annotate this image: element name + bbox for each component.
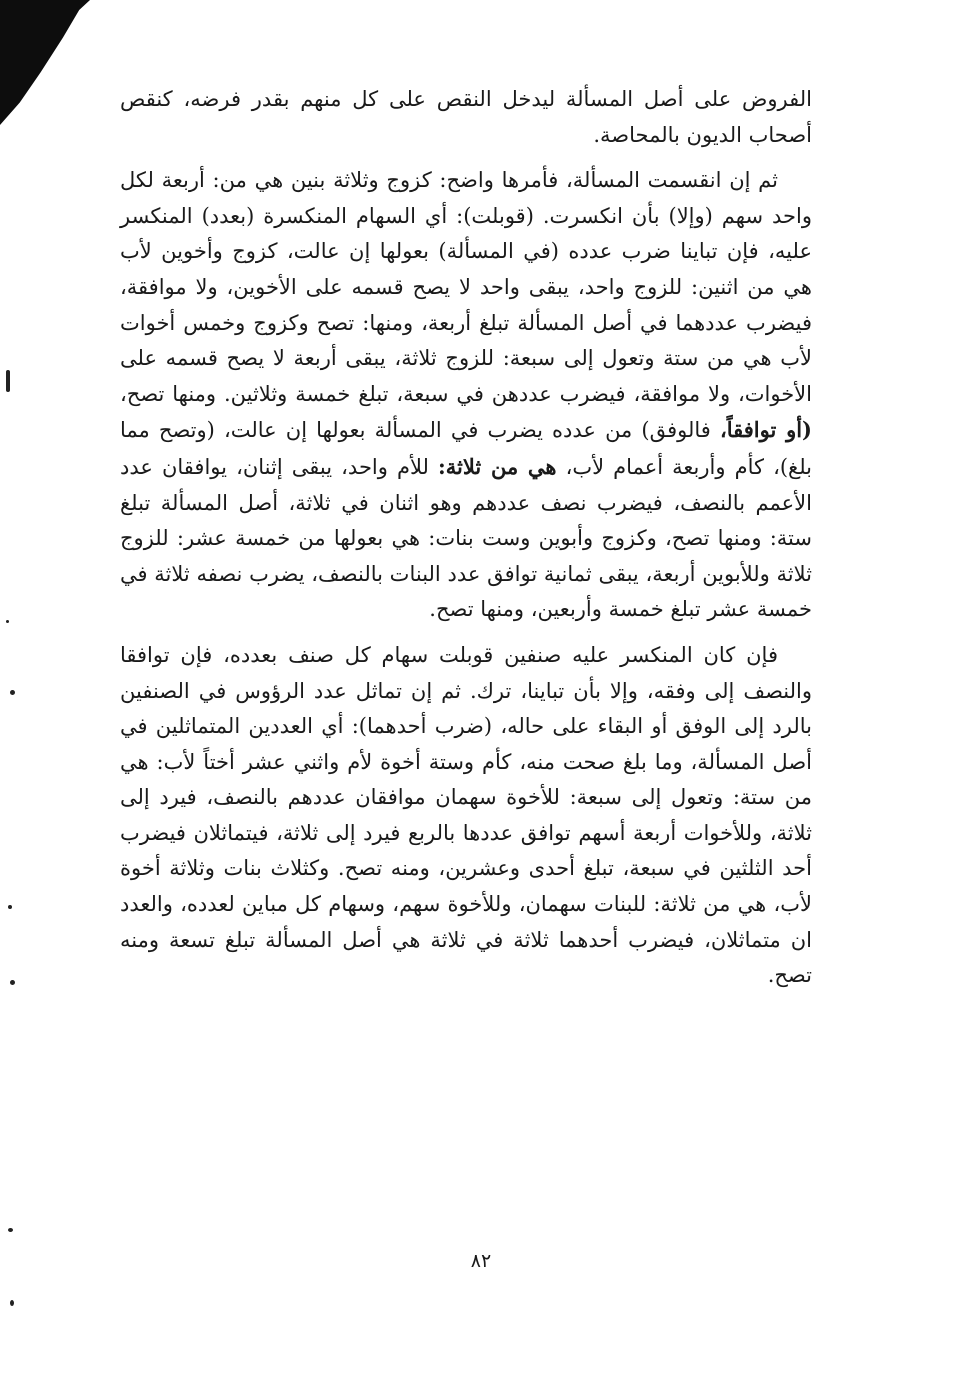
paragraph: الفروض على أصل المسألة ليدخل النقص على كل منهم بقدر فرضه، كنقص أصحاب الديون بالمحاصة. (120, 87, 812, 147)
scan-speck (10, 980, 15, 985)
scan-speck (10, 1300, 14, 1306)
paragraph-text: للأم واحد، يبقى إثنان، يوافقان عدد الأعمم بالنصف، فيضرب نصف عددهم وهو اثنان في ثلاثة، أصل المسألة تبلغ ستة: ومنها تصح، وكزوج وأبوين وست بنات: هي بعولها من خمسة عشر: للزوج ثلاثة وللأبوين أربعة، يبقى ثمانية توافق عدد البنات بالنصف، يضرب نصفه ثلاثة في خمسة عشر تبلغ خمسة وأربعين، ومنها تصح. (120, 454, 812, 622)
page-number: ٨٢ (470, 1250, 492, 1272)
scan-speck (6, 370, 10, 392)
scan-speck (6, 620, 9, 623)
bold-phrase: هي من ثلاثة: (438, 453, 557, 479)
scan-corner-shadow (0, 0, 90, 125)
scan-speck (8, 905, 12, 909)
paragraph-text: فالوفق) من عدده يضرب في المسألة بعولها إن عالت، (وتصح مما بلغ)، كأم وأربعة أعمام لأب، (120, 418, 813, 479)
paragraph-text: ثم إن انقسمت المسألة، فأمرها واضح: كزوج وثلاثة بنين هي من: أربعة لكل واحد سهم (وإلا) بأن انكسرت. (قوبلت): أي السهام المنكسرة (بعدد) المنكسر عليه، فإن تباينا ضرب عدده (في المسألة) بعولها إن عالت، كزوج وأخوين لأب هي من اثنين: للزوج واحد، يبقى واحد لا يصح قسمه على الأخوين، ولا موافقة، فيضرب عددهما في أصل المسألة تبلغ أربعة، ومنها: تصح وكزوج وخمس أخوات لأب هي من ستة وتعول إلى سبعة: للزوج ثلاثة، يبقى أربعة لا يصح قسمه على الأخوات، ولا موافقة، فيضرب عددهن في سبعة، تبلغ خمسة وثلاثين. ومنها تصح، (120, 168, 812, 406)
page-body-text (120, 82, 812, 994)
paragraph (120, 163, 812, 628)
scan-speck (10, 690, 15, 695)
scan-speck (8, 1228, 13, 1232)
bold-phrase: (أو توافقاً، (719, 417, 812, 443)
paragraph: فإن كان المنكسر عليه صنفين قوبلت سهام كل صنف بعدده، فإن توافقا والنصف إلى وفقه، وإلا بأن تباينا، ترك. ثم إن تماثل عدد الرؤوس في الصنفين بالرد إلى الوفق أو البقاء على حاله، (ضرب أحدهما): أي العددين المتماثلين في أصل المسألة، وما بلغ صحت منه، كأم وستة أخوة لأم واثني عشر أختاً لأب: هي من ستة: وتعول إلى سبعة: للأخوة سهمان موافقان عددهم بالنصف، فيرد إلى ثلاثة، وللأخوات أربعة أسهم توافق عددها بالربع فيرد إلى ثلاثة، فيتماثلان فيضرب أحد الثلثين في سبعة، تبلغ أحدى وعشرين، ومنه تصح. وكثلاث بنات وثلاثة أخوة لأب، هي من ثلاثة: للبنات سهمان، وللأخوة سهم، وسهام كل مباين لعدده، والعدد ان متماثلان، فيضرب أحدهما ثلاثة في ثلاثة هي أصل المسألة تبلغ تسعة ومنه تصح. (120, 642, 812, 988)
